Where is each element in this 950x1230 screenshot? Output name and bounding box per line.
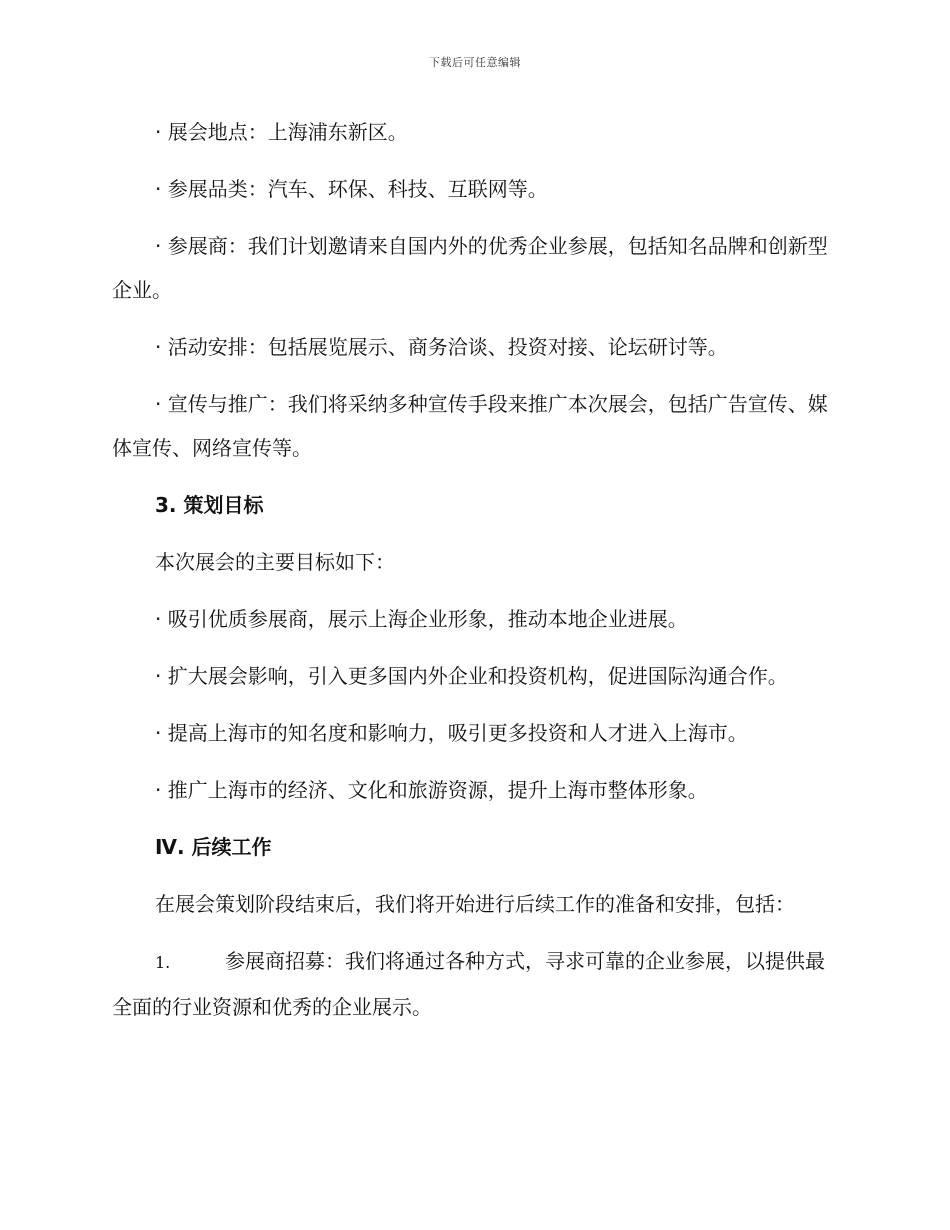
section-heading-planning-goals: 3. 策划目标	[155, 493, 264, 517]
paragraph-promotion: · 宣传与推广：我们将采纳多种宣传手段来推广本次展会，包括广告宣传、媒体宣传、网络宣传等。	[112, 392, 828, 460]
paragraph-goal-4: · 推广上海市的经济、文化和旅游资源，提升上海市整体形象。	[155, 778, 708, 802]
document-body	[112, 110, 832, 1042]
paragraph-goal-3: · 提高上海市的知名度和影响力，吸引更多投资和人才进入上海市。	[155, 721, 748, 745]
paragraph-exhibitors: · 参展商：我们计划邀请来自国内外的优秀企业参展，包括知名品牌和创新型企业。	[112, 234, 828, 302]
paragraph-follow-up-intro: 在展会策划阶段结束后，我们将开始进行后续工作的准备和安排，包括：	[155, 892, 795, 916]
paragraph-exhibition-categories: · 参展品类：汽车、环保、科技、互联网等。	[155, 177, 548, 201]
page-header: 下载后可任意编辑	[429, 56, 521, 69]
paragraph-goal-1: · 吸引优质参展商，展示上海企业形象，推动本地企业进展。	[155, 607, 688, 631]
paragraph-goals-intro: 本次展会的主要目标如下：	[155, 550, 395, 574]
paragraph-exhibition-location: · 展会地点：上海浦东新区。	[155, 120, 408, 144]
paragraph-activities: · 活动安排：包括展览展示、商务洽谈、投资对接、论坛研讨等。	[155, 335, 728, 359]
section-heading-follow-up: Ⅳ. 后续工作	[155, 835, 272, 859]
list-item-1	[112, 939, 832, 1029]
list-number: 1.	[155, 953, 171, 972]
paragraph-goal-2: · 扩大展会影响，引入更多国内外企业和投资机构，促进国际沟通合作。	[155, 664, 788, 688]
list-item-text: 参展商招募：我们将通过各种方式，寻求可靠的企业参展，以提供最全面的行业资源和优秀的企业展示。	[112, 949, 825, 1019]
